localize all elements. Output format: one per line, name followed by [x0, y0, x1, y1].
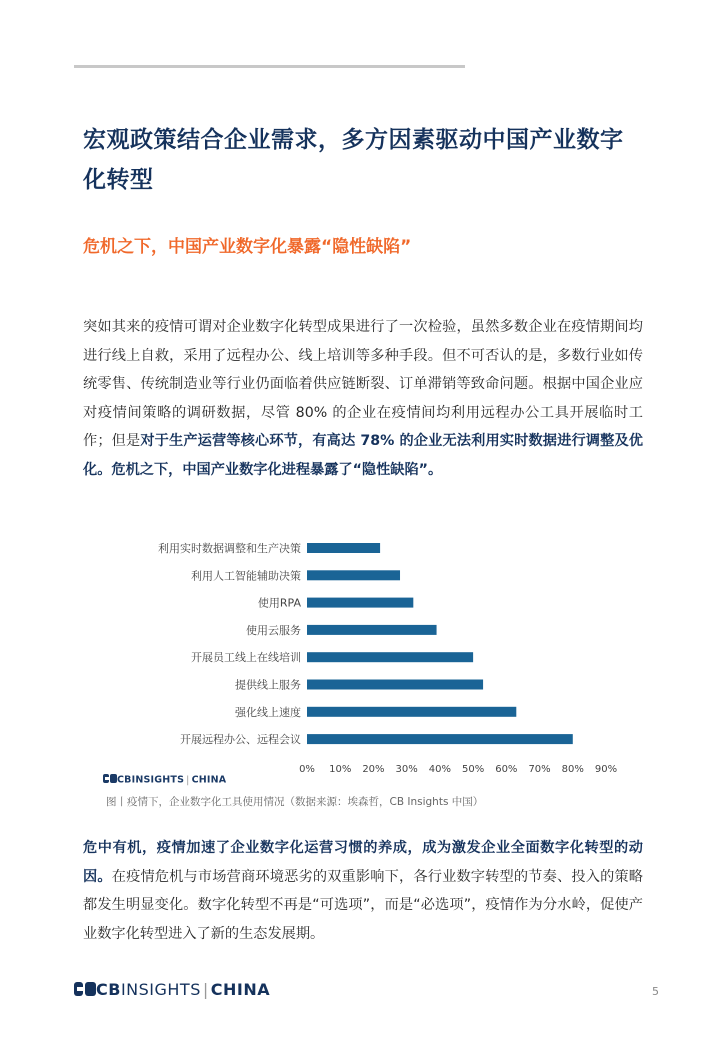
category-label: 开展远程办公、远程会议: [180, 733, 301, 747]
page-title: 宏观政策结合企业需求，多方因素驱动中国产业数字化转型: [83, 127, 624, 193]
intro-paragraph: [83, 313, 643, 485]
bar: [307, 543, 380, 553]
conclusion-paragraph-text: 在疫情危机与市场营商环境恶劣的双重影响下，各行业数字转型的节奏、投入的策略都发生明显变化。数字化转型不再是“可选项”，而是“必选项”，疫情作为分水岭，促使产业数字化转型进入了新的生态发展期。: [83, 868, 643, 942]
footer-brand-china: CHINA: [210, 980, 271, 999]
bar: [307, 570, 400, 580]
x-tick-label: 90%: [594, 764, 618, 775]
category-label: 开展员工线上在线培训: [191, 651, 301, 665]
bar-chart: [0, 530, 719, 775]
category-label: 利用人工智能辅助决策: [191, 569, 301, 583]
page-number: 5: [652, 985, 659, 998]
bar: [307, 734, 573, 744]
x-tick-label: 80%: [561, 764, 584, 775]
bar: [307, 598, 413, 608]
x-tick-label: 70%: [528, 764, 551, 775]
conclusion-paragraph: [83, 834, 643, 948]
cb-footer-logo-icon: [74, 981, 96, 1000]
chart-logo: CBINSIGHTS | CHINA: [103, 774, 226, 786]
footer-brand-cb: CB: [96, 980, 121, 999]
intro-paragraph-text: 突如其来的疫情可谓对企业数字化转型成果进行了一次检验，虽然多数企业在疫情期间均进行线上自救，采用了远程办公、线上培训等多种手段。但不可否认的是，多数行业如传统零售、传统制造业等行业仍面临着供应链断裂、订单滞销等致命问题。根据中国企业应对疫情间策略的调研数据，尽管 80% 的企业在疫情间均利用远程办公工具开展临时工作；但是: [83, 319, 643, 450]
category-label: 利用实时数据调整和生产决策: [158, 542, 301, 555]
category-label: 使用云服务: [246, 623, 301, 637]
x-tick-label: 0%: [299, 764, 315, 775]
intro-paragraph-emphasis: 对于生产运营等核心环节，有高达 78% 的企业无法利用实时数据进行调整及优化。危机之下，中国产业数字化进程暴露了“隐性缺陷”。: [83, 433, 643, 478]
chart-caption: 图丨疫情下，企业数字化工具使用情况（数据来源：埃森哲，CB Insights 中国）: [106, 796, 484, 808]
top-divider: [74, 65, 465, 68]
x-tick-label: 40%: [428, 764, 452, 775]
bar: [307, 707, 516, 717]
bar: [307, 625, 437, 635]
bar: [307, 680, 483, 690]
section-subtitle: 危机之下，中国产业数字化暴露“隐性缺陷”: [83, 237, 412, 257]
x-tick-label: 50%: [461, 764, 485, 775]
x-tick-label: 20%: [362, 764, 385, 775]
bar: [307, 652, 473, 662]
x-tick-label: 30%: [395, 764, 418, 775]
chart-logo-sub: CHINA: [191, 774, 227, 786]
category-label: 强化线上速度: [235, 705, 301, 719]
cb-logo-icon: [103, 774, 117, 786]
footer-brand-insights: INSIGHTS: [120, 980, 201, 999]
category-label: 使用RPA: [257, 596, 301, 610]
chart-logo-brand: CBINSIGHTS: [117, 774, 185, 786]
category-label: 提供线上服务: [235, 678, 301, 692]
x-tick-label: 60%: [495, 764, 518, 775]
footer-logo: CBINSIGHTS | CHINA: [74, 980, 270, 1000]
x-tick-label: 10%: [329, 764, 352, 775]
conclusion-paragraph-emphasis: 危中有机，疫情加速了企业数字化运营习惯的养成，成为激发企业全面数字化转型的动因。: [83, 840, 643, 885]
